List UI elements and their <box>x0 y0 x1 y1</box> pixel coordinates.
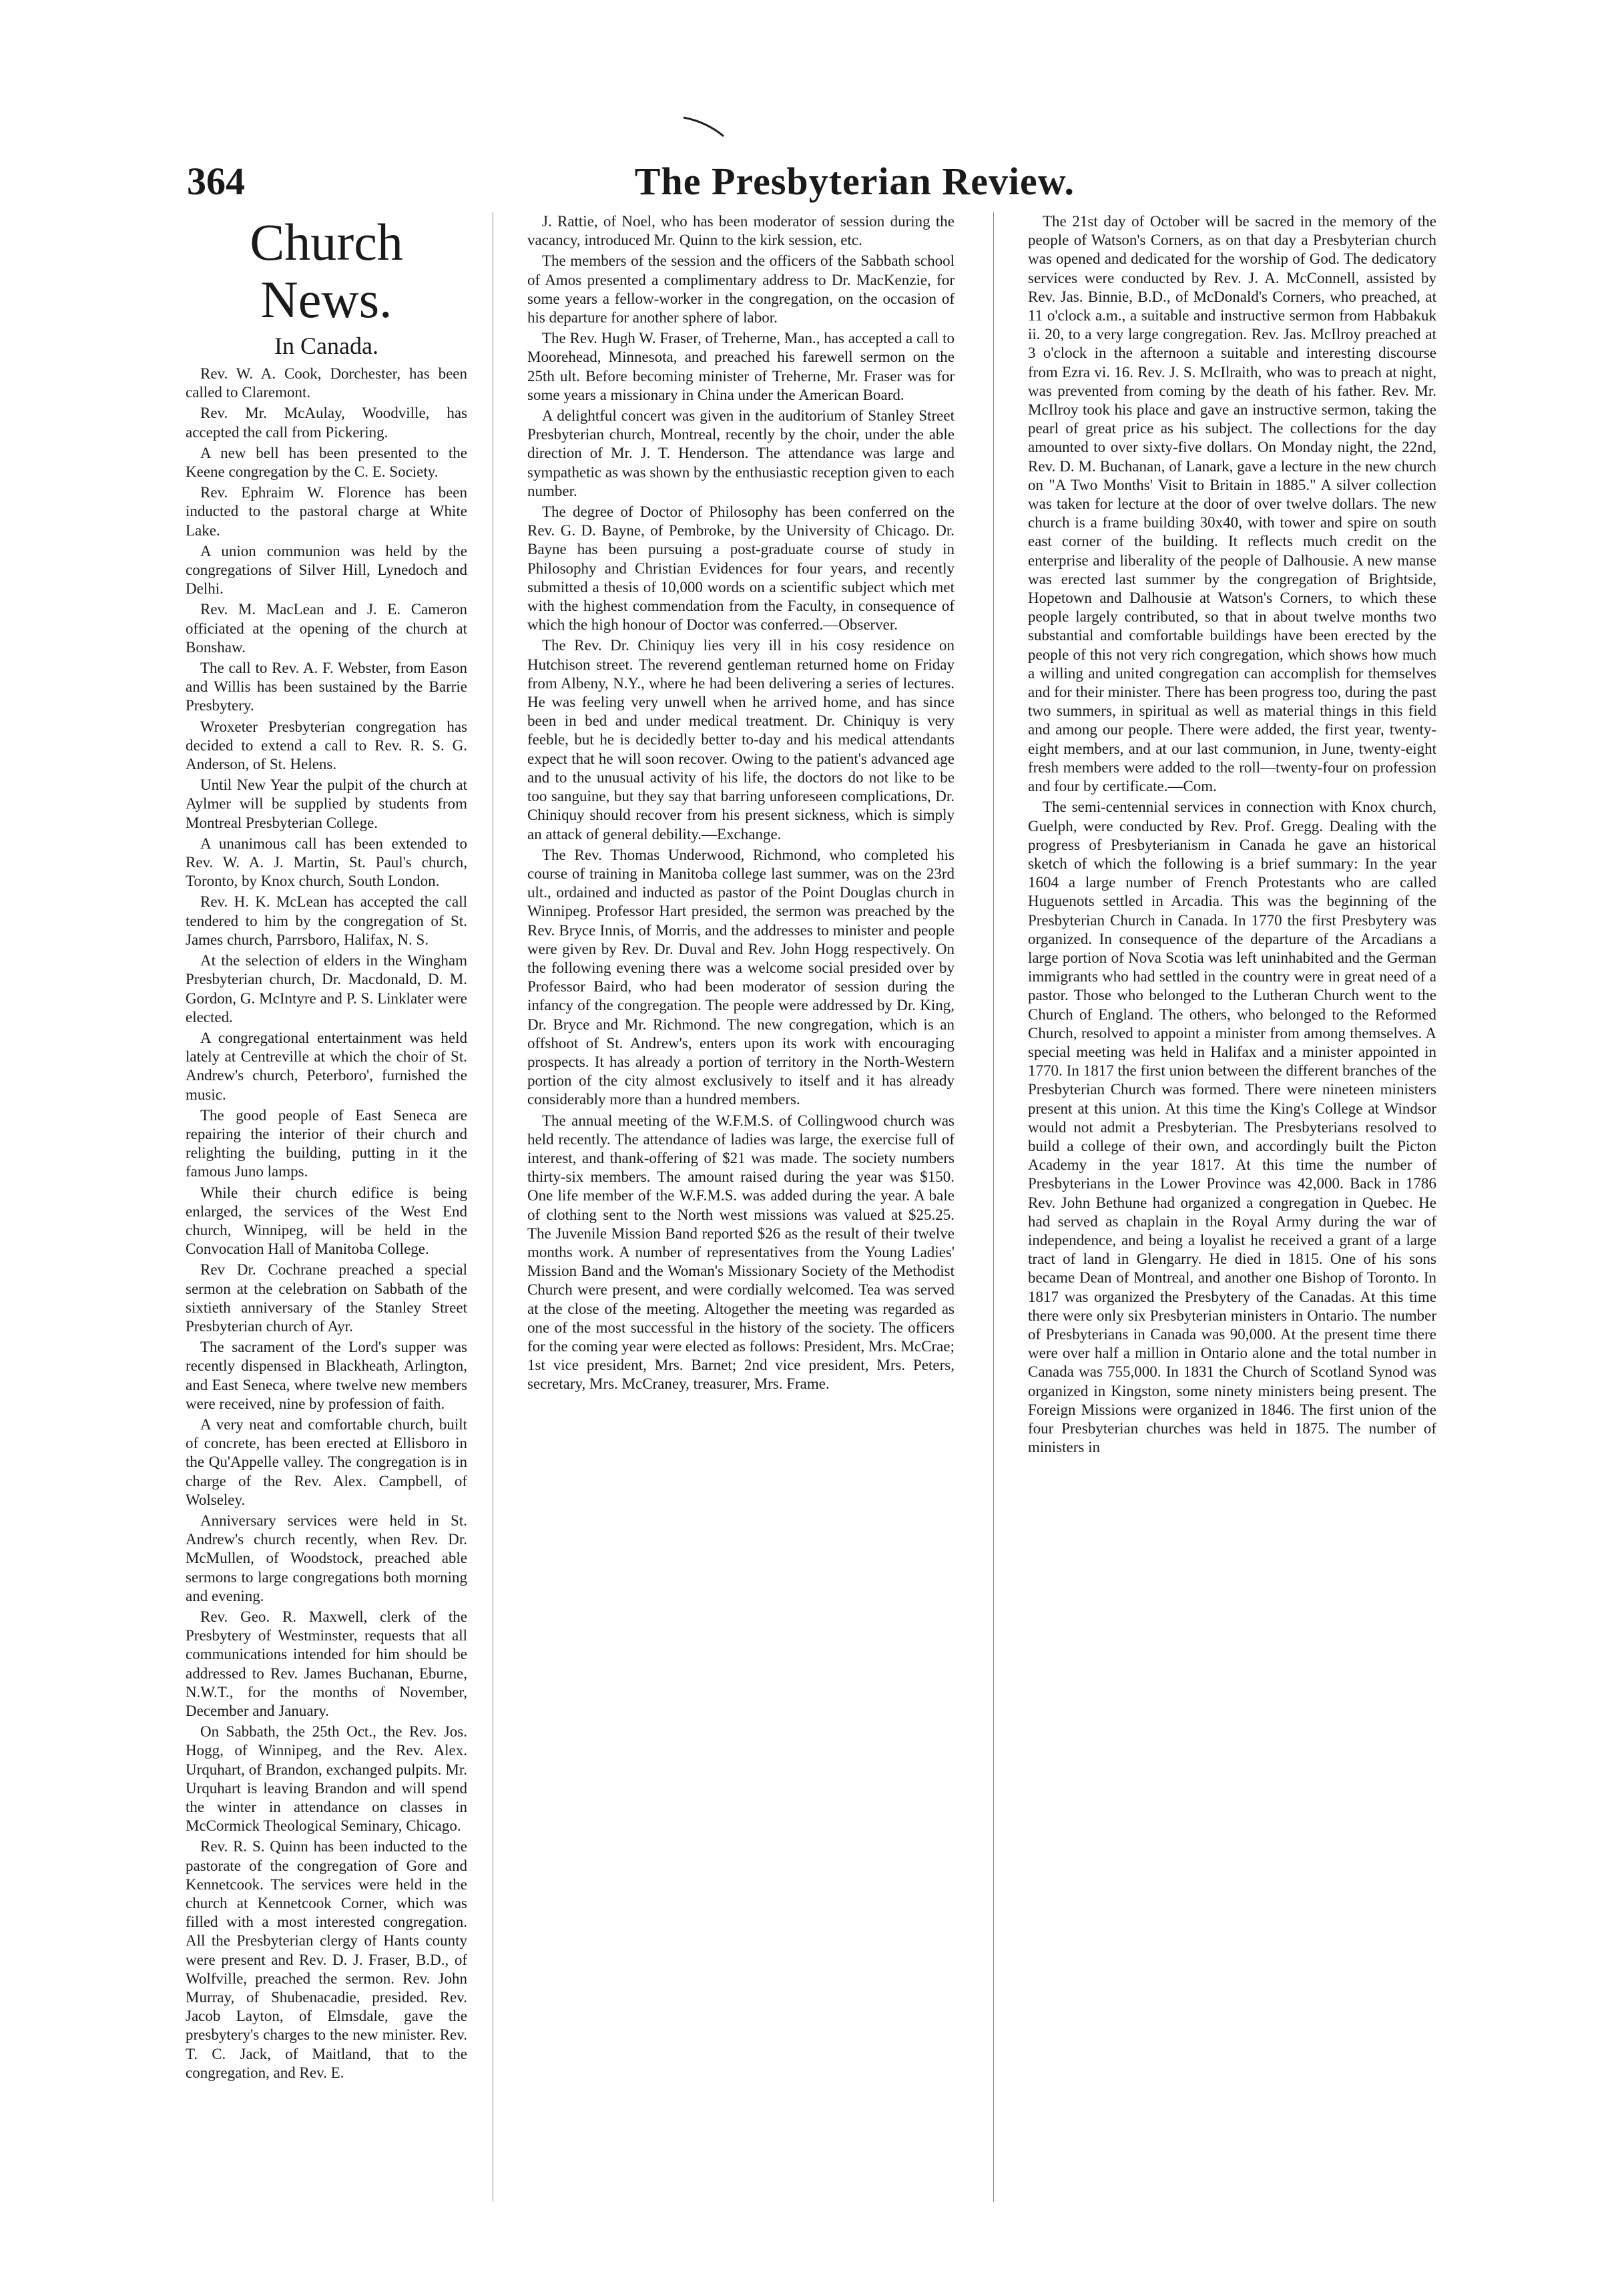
section-title: Church News. <box>250 213 403 328</box>
news-item: Rev. Geo. R. Maxwell, clerk of the Presbytery of Westminster, requests that all communications intended for him should be addressed to Rev. James Buchanan, Eburne, N.W.T., for the months of November, December and January. <box>186 1608 467 1720</box>
column-3 <box>1028 212 1436 2215</box>
column-2 <box>527 212 955 2215</box>
news-item: While their church edifice is being enlarged, the services of the West End church, Winnipeg, will be held in the Convocation Hall of Manitoba College. <box>186 1184 467 1258</box>
news-item: Rev. W. A. Cook, Dorchester, has been called to Claremont. <box>186 365 467 401</box>
news-item: A new bell has been presented to the Keene congregation by the C. E. Society. <box>186 444 467 481</box>
section-subtitle: In Canada. <box>274 332 378 359</box>
column-rule <box>993 212 994 2202</box>
news-item: The degree of Doctor of Philosophy has been conferred on the Rev. G. D. Bayne, of Pembroke, by the University of Chicago. Dr. Bayne has been pursuing a post-graduate course of study in Philosophy and Christian Evidences for four years, and recently submitted a thesis of 10,000 words on a scientific subject which met with the highest commendation from the Faculty, in consequence of which the high honour of Doctor was conferred.—Observer. <box>527 503 955 634</box>
news-item: A very neat and comfortable church, built of concrete, has been erected at Ellisboro in the Qu'Appelle valley. The congregation is in charge of the Rev. Alex. Campbell, of Wolseley. <box>186 1415 467 1508</box>
journal-title: The Presbyterian Review. <box>634 160 1075 203</box>
news-item: The call to Rev. A. F. Webster, from Eason and Willis has been sustained by the Barrie Presbytery. <box>186 660 467 714</box>
news-item: A delightful concert was given in the auditorium of Stanley Street Presbyterian church, Montreal, recently by the choir, under the able direction of Mr. J. T. Henderson. The attendance was large and sympathetic as was shown by the enthusiastic reception given to each number. <box>527 407 955 499</box>
news-item: Rev. Ephraim W. Florence has been inducted to the pastoral charge at White Lake. <box>186 484 467 539</box>
news-item: Rev. Mr. McAulay, Woodville, has accepted the call from Pickering. <box>186 405 467 441</box>
news-item: On Sabbath, the 25th Oct., the Rev. Jos. Hogg, of Winnipeg, and the Rev. Alex. Urquhart, of Brandon, exchanged pulpits. Mr. Urquhart is leaving Brandon and will spend the winter in attendance on classes in McCormick Theological Seminary, Chicago. <box>186 1723 467 1835</box>
news-item: The Rev. Dr. Chiniquy lies very ill in his cosy residence on Hutchison street. The reverend gentleman returned home on Friday from Albeny, N.Y., where he had been delivering a series of lectures. He was feeling very unwell when he arrived home, and has since been in bed and under medical treatment. Dr. Chiniquy is very feeble, but he is decidedly better to-day and his medical attendants expect that he will soon recover. Owing to the patient's advanced age and to the unusual activity of his life, the doctors do not like to be too sanguine, but they say that barring unforeseen complications, Dr. Chiniquy should recover from his present sickness, which is simply an attack of general debility.—Exchange. <box>527 637 955 843</box>
pen-mark <box>681 114 728 140</box>
news-item: Anniversary services were held in St. Andrew's church recently, when Rev. Dr. McMullen, of Woodstock, preached able sermons to large congregations both morning and evening. <box>186 1512 467 1604</box>
news-item: At the selection of elders in the Wingham Presbyterian church, Dr. Macdonald, D. M. Gordon, G. McIntyre and P. S. Linklater were elected. <box>186 952 467 1026</box>
news-item: The 21st day of October will be sacred in the memory of the people of Watson's Corners, as on that day a Presbyterian church was opened and dedicated for the worship of God. The dedicatory services were conducted by Rev. J. A. McConnell, assisted by Rev. Jas. Binnie, B.D., of McDonald's Corners, who preached, at 11 o'clock a.m., a suitable and instructive sermon from Habbakuk ii. 20, to a very large congregation. Rev. Jas. McIlroy preached at 3 o'clock in the afternoon a suitable and interesting discourse from Ezra vi. 16. Rev. J. S. McIlraith, who was to preach at night, was prevented from coming by the death of his father. Rev. Mr. McIlroy took his place and gave an instructive sermon, taking the pearl of great price as his subject. The collections for the day amounted to over sixty-five dollars. On Monday night, the 22nd, Rev. D. M. Buchanan, of Lanark, gave a lecture in the new church on "A Two Months' Visit to Britain in 1885." A silver collection was taken for lecture at the door of over twelve dollars. The new church is a frame building 30x40, with tower and spire on south east corner of the building. It reflects much credit on the enterprise and liberality of the people of Dalhousie. A new manse was erected last summer by the congregation of Brightside, Hopetown and Dalhousie at Watson's Corners, to which these people largely contributed, so that in about twelve months two substantial and comfortable buildings have been erected by the people of this not very rich congregation, which shows how much a willing and united congregation can accomplish for themselves and for their minister. There has been progress too, during the past two summers, in spiritual as well as material things in this field and among our people. There were added, the first year, twenty-eight members, and at our last communion, in June, twenty-eight fresh members were added to the roll—twenty-four on profession and four by certificate.—Com. <box>1028 213 1436 795</box>
column-1 <box>186 212 467 2215</box>
news-item: The sacrament of the Lord's supper was recently dispensed in Blackheath, Arlington, and East Seneca, where twelve new members were received, nine by profession of faith. <box>186 1339 467 1412</box>
page-number: 364 <box>187 160 245 203</box>
news-item: The good people of East Seneca are repairing the interior of their church and relighting the building, putting in it the famous Juno lamps. <box>186 1106 467 1180</box>
news-item: Rev Dr. Cochrane preached a special sermon at the celebration on Sabbath of the sixtieth anniversary of the Stanley Street Presbyterian church of Ayr. <box>186 1261 467 1335</box>
news-item: Rev. M. MacLean and J. E. Cameron officiated at the opening of the church at Bonshaw. <box>186 601 467 656</box>
news-item: Wroxeter Presbyterian congregation has decided to extend a call to Rev. R. S. G. Anderson, of St. Helens. <box>186 718 467 773</box>
news-item: Rev. H. K. McLean has accepted the call tendered to him by the congregation of St. James church, Parrsboro, Halifax, N. S. <box>186 893 467 948</box>
news-item: The Rev. Thomas Underwood, Richmond, who completed his course of training in Manitoba college last summer, was on the 23rd ult., ordained and inducted as pastor of the Point Douglas church in Winnipeg. Professor Hart presided, the sermon was preached by the Rev. Bryce Innis, of Morris, and the addresses to minister and people were given by Rev. Dr. Duval and Rev. John Hogg respectively. On the following evening there was a welcome social presided over by Professor Baird, who had been moderator of session during the infancy of the congregation. The people were addressed by Dr. King, Dr. Bryce and Mr. Richmond. The new congregation, which is an offshoot of St. Andrew's, enters upon its work with encouraging prospects. It has already a portion of territory in the North-Western portion of the city almost exclusively to itself and it has already considerably more than a hundred members. <box>527 846 955 1108</box>
news-item: Until New Year the pulpit of the church at Aylmer will be supplied by students from Montreal Presbyterian College. <box>186 776 467 831</box>
news-item: A congregational entertainment was held lately at Centreville at which the choir of St. Andrew's church, Peterboro', furnished the music. <box>186 1029 467 1103</box>
news-item: A unanimous call has been extended to Rev. W. A. J. Martin, St. Paul's church, Toronto, by Knox church, South London. <box>186 835 467 890</box>
news-item: The semi-centennial services in connection with Knox church, Guelph, were conducted by Rev. Prof. Gregg. Dealing with the progress of Presbyterianism in Canada he gave an historical sketch of which the following is a brief summary: In the year 1604 a large number of French Protestants who are called Huguenots settled in Arcadia. This was the beginning of the Presbyterian Church in Canada. In 1770 the first Presbytery was organized. In consequence of the departure of the Arcadians a large portion of Nova Scotia was left uninhabited and the German immigrants who had settled in the country were in great need of a pastor. Those who belonged to the Lutheran Church went to the Church of England. The others, who belonged to the Reformed Church, resolved to appoint a minister from among themselves. A special meeting was held in Halifax and a minister appointed in 1770. In 1817 the first union between the different branches of the Presbyterian Church was formed. There were nineteen ministers present at this union. At this time the King's College at Windsor would not admit a Presbyterian. The Presbyterians resolved to build a college of their own, and accordingly built the Picton Academy in the year 1817. At this time the number of Presbyterians in the Lower Province was 42,000. Back in 1786 Rev. John Bethune had organized a congregation in Quebec. He had served as chaplain in the Royal Army during the war of independence, and being a loyalist he received a grant of a large tract of land in Glengarry. He died in 1815. One of his sons became Dean of Montreal, and another one Bishop of Toronto. In 1817 was organized the Presbytery of the Canadas. At this time there were only six Presbyterian ministers in Ontario. The number of Presbyterians in Canada was 90,000. At the present time there were over half a million in Ontario alone and the total number in Canada was 755,000. In 1831 the Church of Scotland Synod was organized in Kingston, some ninety ministers being present. The Foreign Missions were organized in 1846. The first union of the four Presbyterian churches was held in 1875. The number of ministers in <box>1028 799 1436 1456</box>
news-item: Rev. R. S. Quinn has been inducted to the pastorate of the congregation of Gore and Kennetcook. The services were held in the church at Kennetcook Corner, which was filled with a most interested congregation. All the Presbyterian clergy of Hants county were present and Rev. D. J. Fraser, B.D., of Wolfville, preached the sermon. Rev. John Murray, of Shubenacadie, presided. Rev. Jacob Layton, of Elmsdale, gave the presbytery's charges to the new minister. Rev. T. C. Jack, of Maitland, that to the congregation, and Rev. E. <box>186 1838 467 2081</box>
news-item: The Rev. Hugh W. Fraser, of Treherne, Man., has accepted a call to Moorehead, Minnesota, and preached his farewell sermon on the 25th ult. Before becoming minister of Treherne, Mr. Fraser was for some years a missionary in China under the American Board. <box>527 330 955 403</box>
news-item: The members of the session and the officers of the Sabbath school of Amos presented a complimentary address to Dr. MacKenzie, for some years a fellow-worker in the congregation, on the occasion of his departure for another sphere of labor. <box>527 252 955 326</box>
news-item: J. Rattie, of Noel, who has been moderator of session during the vacancy, introduced Mr. Quinn to the kirk session, etc. <box>527 213 955 249</box>
news-item: The annual meeting of the W.F.M.S. of Collingwood church was held recently. The attendance of ladies was large, the exercise full of interest, and thank-offering of $21 was made. The society numbers thirty-six members. The amount raised during the year was $150. One life member of the W.F.M.S. was added during the year. A bale of clothing sent to the North west missions was valued at $25.25. The Juvenile Mission Band reported $26 as the result of their twelve months work. A number of representatives from the Young Ladies' Mission Band and the Woman's Missionary Society of the Methodist Church were present, and were cordially welcomed. Tea was served at the close of the meeting. Altogether the meeting was regarded as one of the most successful in the history of the society. The officers for the coming year were elected as follows: President, Mrs. McCrae; 1st vice president, Mrs. Barnet; 2nd vice president, Mrs. Peters, secretary, Mrs. McCraney, treasurer, Mrs. Frame. <box>527 1112 955 1393</box>
page-header <box>187 159 1075 212</box>
news-item: A union communion was held by the congregations of Silver Hill, Lynedoch and Delhi. <box>186 542 467 598</box>
